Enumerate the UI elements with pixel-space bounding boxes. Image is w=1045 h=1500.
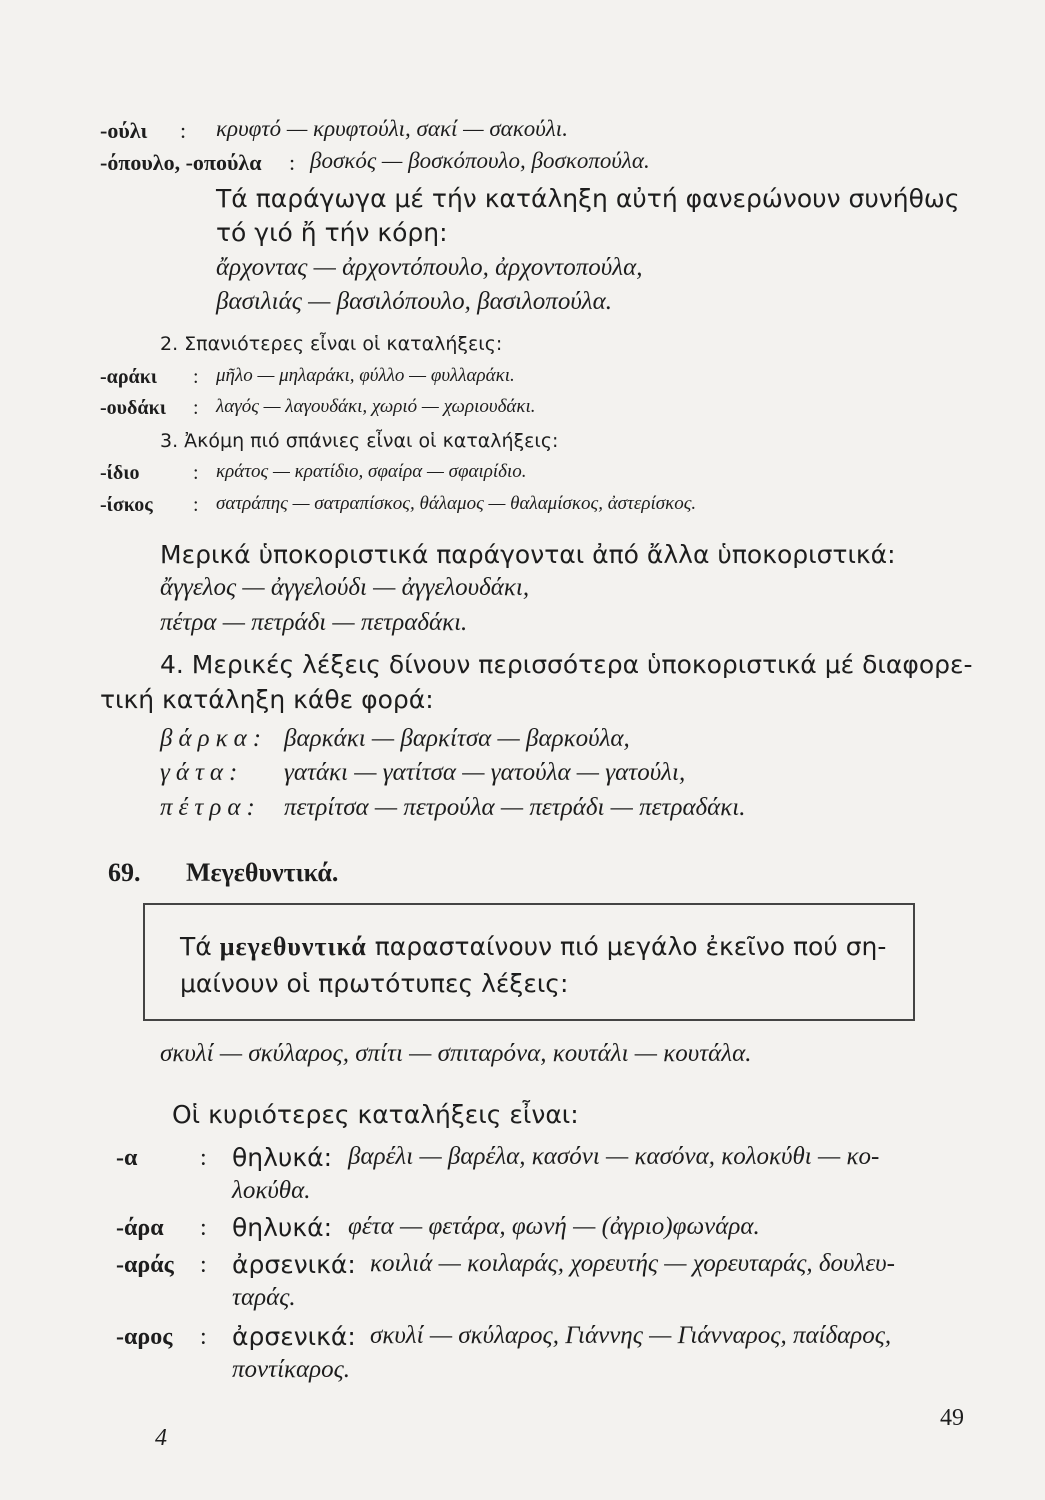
paragraph-line: τική κατάληξη κάθε φορά: [100, 685, 434, 714]
example-cont: ποντίκαρος. [232, 1356, 351, 1383]
colon: : [193, 462, 199, 484]
suffix-araki: -αράκι [100, 366, 157, 388]
example-cont: λοκύθα. [232, 1177, 311, 1204]
suffix-iskos: -ίσκος [100, 494, 153, 516]
example-line: βαρκάκι — βαρκίτσα — βαρκούλα, [284, 725, 630, 752]
colon: : [193, 366, 199, 388]
colon: : [193, 397, 199, 419]
definition-text: παρασταίνουν πιό μεγάλο ἐκεῖνο πού ση- [366, 932, 887, 961]
example-line: βασιλιάς — βασιλόπουλο, βασιλοπούλα. [216, 288, 612, 315]
example-ouli: κρυφτό — κρυφτούλι, σακί — σακούλι. [216, 116, 568, 141]
colon: : [200, 1215, 207, 1241]
colon: : [200, 1252, 207, 1278]
suffix-a: -α [116, 1145, 138, 1171]
colon: : [180, 118, 187, 143]
section-title: Μεγεθυντικά. [186, 858, 339, 887]
example-opoulo: βοσκός — βοσκόπουλο, βοσκοπούλα. [310, 148, 650, 173]
gender-label: ἀρσενικά: [232, 1322, 356, 1351]
definition-line [180, 932, 886, 962]
page-number: 49 [940, 1405, 964, 1431]
example-line: ἄγγελος — ἀγγελούδι — ἀγγελουδάκι, [160, 574, 530, 601]
definition-text: Τά [180, 932, 220, 961]
headword: βάρκα: [160, 725, 268, 752]
paragraph-line: τό γιό ἤ τήν κόρη: [216, 218, 448, 247]
example-cont: ταράς. [232, 1284, 296, 1311]
colon: : [193, 494, 199, 516]
example-line: σκυλί — σκύλαρος, σπίτι — σπιταρόνα, κουτάλι — κουτάλα. [160, 1040, 752, 1067]
gender-label: θηλυκά: [232, 1143, 333, 1172]
subheading: 2. Σπανιότερες εἶναι οἱ καταλήξεις: [160, 333, 503, 355]
suffix-aras: -αράς [116, 1252, 174, 1278]
section-number: 69. [108, 858, 141, 887]
example-line: πετρίτσα — πετρούλα — πετράδι — πετραδάκι. [284, 794, 746, 821]
paragraph-line: Οἱ κυριότερες καταλήξεις εἶναι: [172, 1100, 579, 1129]
signature-mark: 4 [155, 1425, 167, 1451]
paragraph-line: Τά παράγωγα μέ τήν κατάληξη αὐτή φανερώνουν συνήθως [216, 184, 960, 213]
colon: : [200, 1145, 207, 1171]
paragraph-line: 4. Μερικές λέξεις δίνουν περισσότερα ὑποκοριστικά μέ διαφορε- [160, 650, 973, 679]
paragraph-line: Μερικά ὑποκοριστικά παράγονται ἀπό ἄλλα ὑποκοριστικά: [160, 540, 896, 569]
gender-label: θηλυκά: [232, 1213, 333, 1242]
term-bold: μεγεθυντικά [219, 932, 367, 961]
headword: γάτα: [160, 759, 244, 786]
suffix-ouli: -ούλι [100, 118, 148, 143]
example-line: φέτα — φετάρα, φωνή — (ἀγριο)φωνάρα. [348, 1213, 760, 1240]
colon: : [200, 1324, 207, 1350]
example-line: κοιλιά — κοιλαράς, χορευτής — χορευταράς, δουλευ- [370, 1250, 895, 1277]
definition-box [143, 903, 915, 1021]
example-line: πέτρα — πετράδι — πετραδάκι. [160, 609, 468, 636]
definition-line: μαίνουν οἱ πρωτότυπες λέξεις: [180, 969, 569, 998]
suffix-ara: -άρα [116, 1215, 164, 1241]
subheading: 3. Ἀκόμη πιό σπάνιες εἶναι οἱ καταλήξεις: [160, 430, 559, 452]
example-oudaki: λαγός — λαγουδάκι, χωριό — χωριουδάκι. [216, 396, 536, 417]
example-line: ἄρχοντας — ἀρχοντόπουλο, ἀρχοντοπούλα, [216, 254, 643, 281]
example-idio: κράτος — κρατίδιο, σφαίρα — σφαιρίδιο. [216, 461, 527, 482]
example-araki: μῆλο — μηλαράκι, φύλλο — φυλλαράκι. [216, 365, 515, 386]
headword: πέτρα: [160, 794, 261, 821]
colon: : [289, 150, 296, 175]
suffix-idio: -ίδιο [100, 462, 140, 484]
suffix-oudaki: -ουδάκι [100, 397, 166, 419]
example-line: σκυλί — σκύλαρος, Γιάννης — Γιάνναρος, παίδαρος, [370, 1322, 892, 1349]
gender-label: ἀρσενικά: [232, 1250, 356, 1279]
example-line: βαρέλι — βαρέλα, κασόνι — κασόνα, κολοκύθι — κο- [348, 1143, 880, 1170]
example-iskos: σατράπης — σατραπίσκος, θάλαμος — θαλαμίσκος, ἀστερίσκος. [216, 493, 697, 514]
suffix-aros: -αρος [116, 1324, 173, 1350]
example-line: γατάκι — γατίτσα — γατούλα — γατούλι, [284, 759, 686, 786]
suffix-opoulo: -όπουλο, -οπούλα [100, 150, 262, 175]
